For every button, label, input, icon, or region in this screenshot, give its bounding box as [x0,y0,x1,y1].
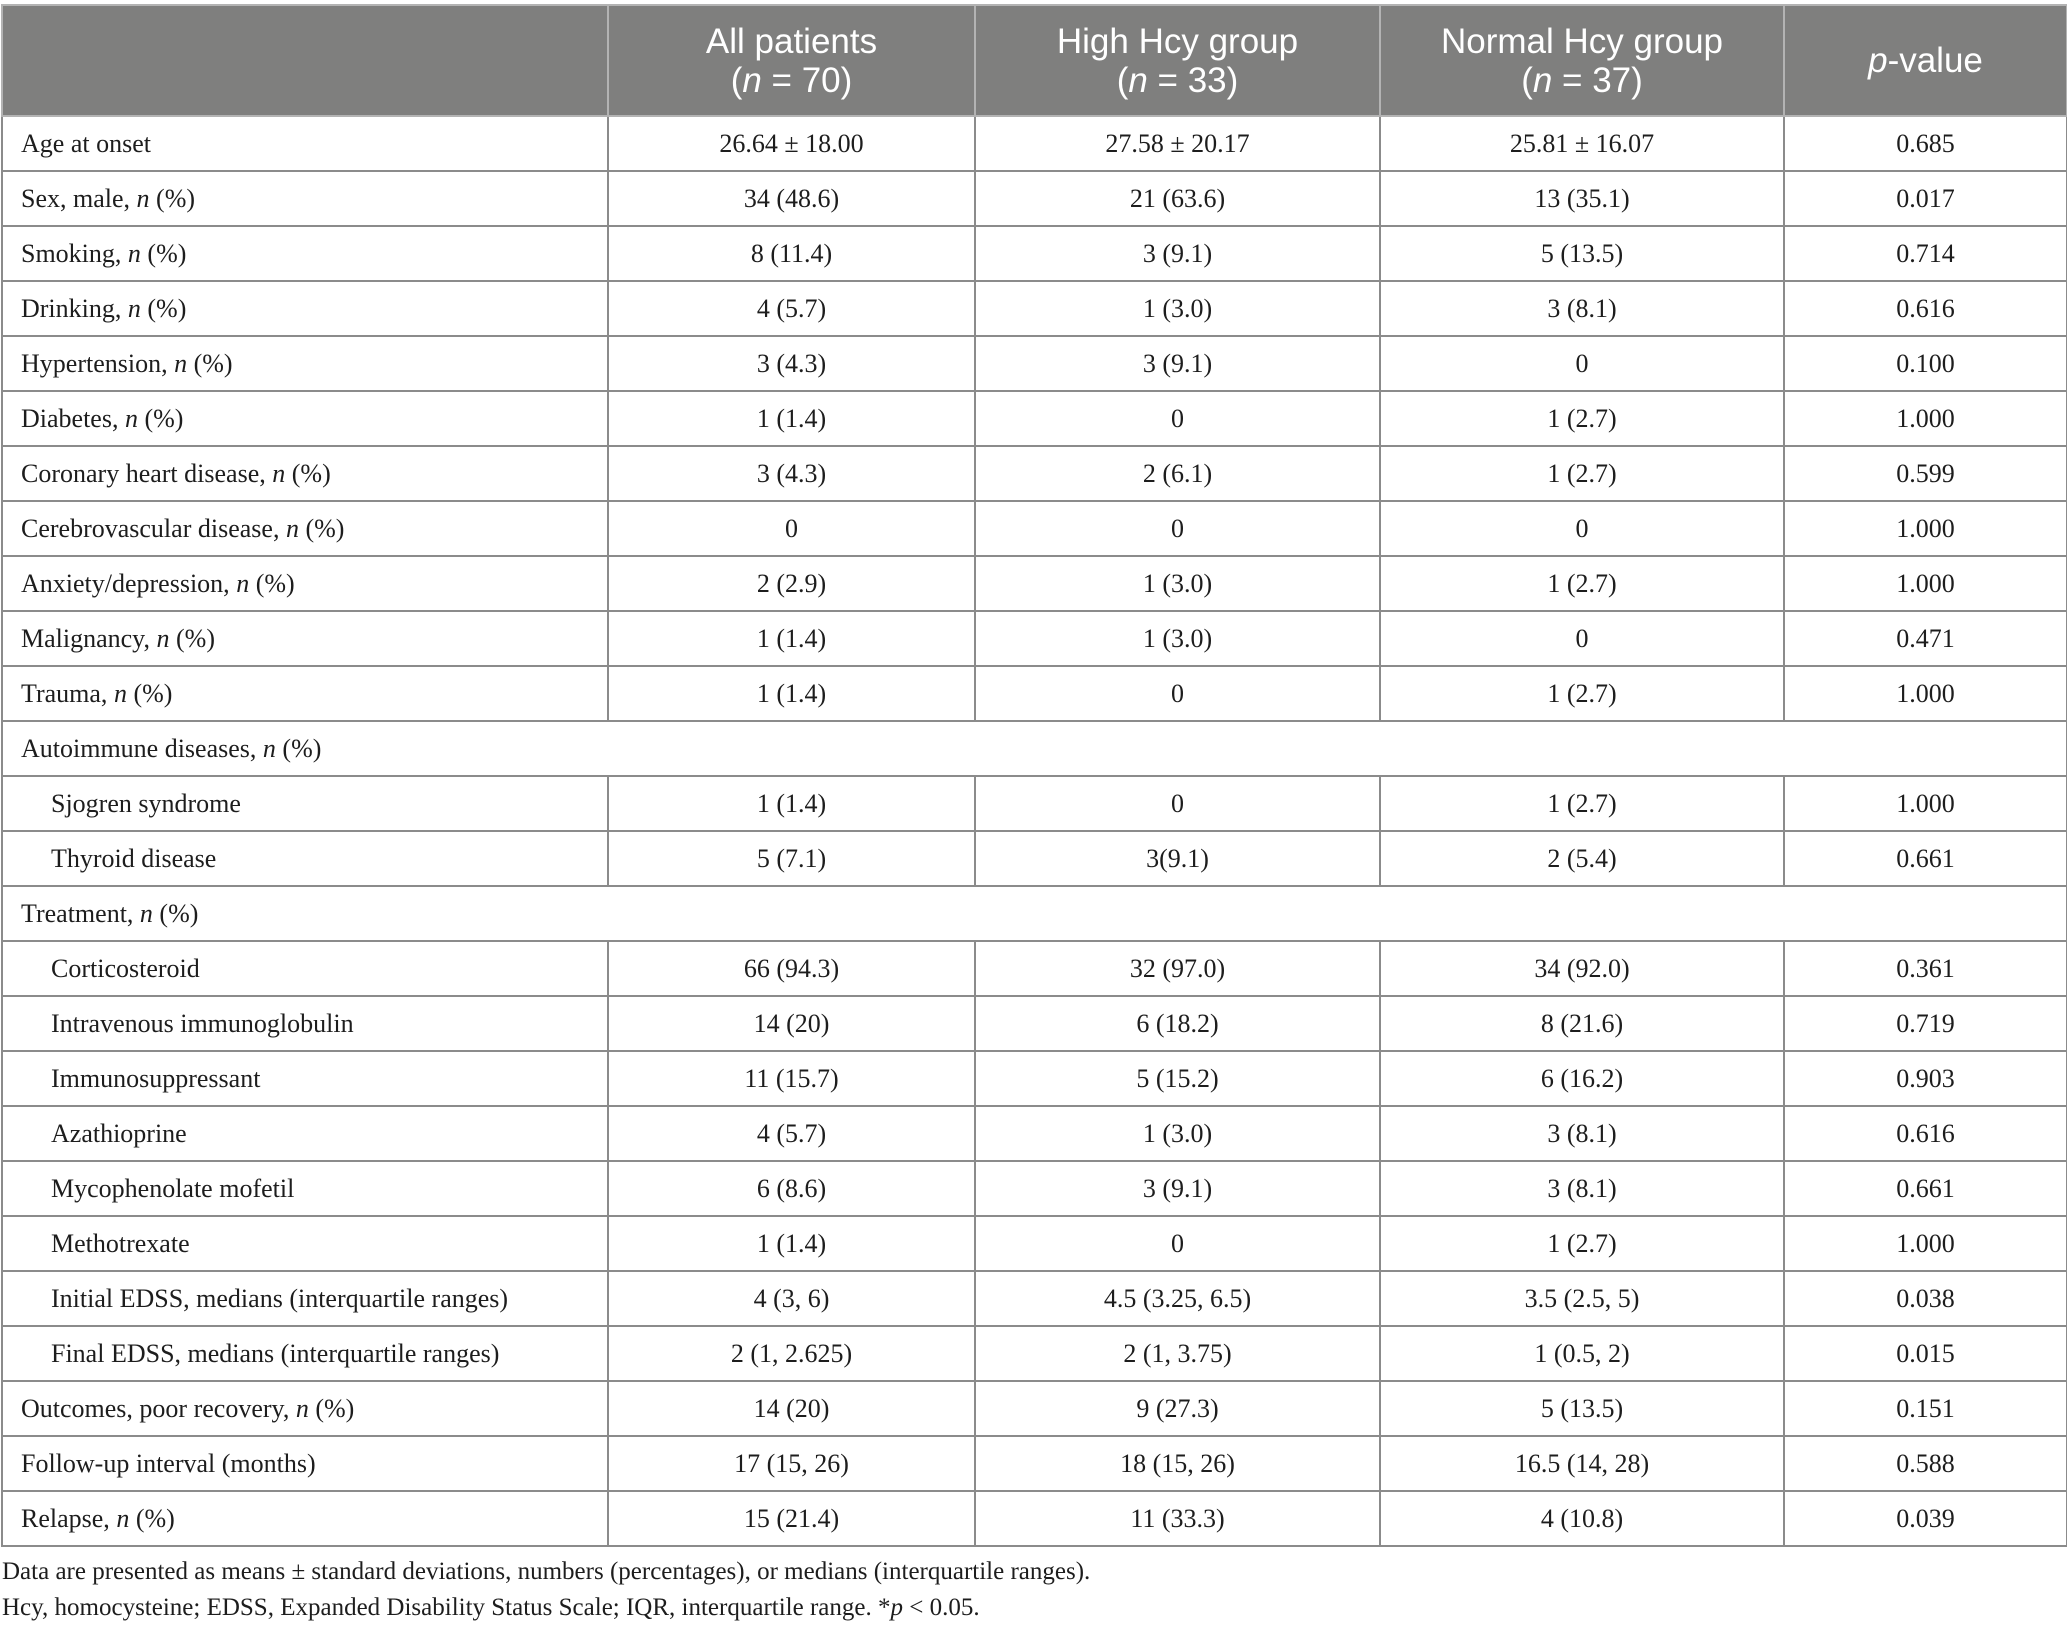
data-table [1,4,2067,1547]
row-label: Malignancy, n (%) [2,611,608,666]
row-label: Azathioprine [2,1106,608,1161]
cell-normal-hcy: 0 [1380,336,1784,391]
row-label: Intravenous immunoglobulin [2,996,608,1051]
header-line1: p-value [1868,41,1983,80]
cell-high-hcy: 4.5 (3.25, 6.5) [975,1271,1380,1326]
row-label: Outcomes, poor recovery, n (%) [2,1381,608,1436]
cell-normal-hcy: 1 (2.7) [1380,446,1784,501]
cell-all-patients: 26.64 ± 18.00 [608,116,975,171]
table-row [2,1436,2067,1491]
cell-normal-hcy: 0 [1380,501,1784,556]
cell-all-patients: 4 (3, 6) [608,1271,975,1326]
cell-high-hcy: 32 (97.0) [975,941,1380,996]
cell-normal-hcy: 0 [1380,611,1784,666]
cell-normal-hcy: 4 (10.8) [1380,1491,1784,1546]
cell-high-hcy: 0 [975,1216,1380,1271]
cell-all-patients: 5 (7.1) [608,831,975,886]
cell-normal-hcy: 8 (21.6) [1380,996,1784,1051]
cell-high-hcy: 2 (1, 3.75) [975,1326,1380,1381]
row-label: Thyroid disease [2,831,608,886]
cell-all-patients: 14 (20) [608,996,975,1051]
cell-p-value: 0.039 [1784,1491,2067,1546]
table-row [2,281,2067,336]
cell-p-value: 0.015 [1784,1326,2067,1381]
cell-all-patients: 8 (11.4) [608,226,975,281]
cell-p-value: 0.616 [1784,1106,2067,1161]
cell-all-patients: 6 (8.6) [608,1161,975,1216]
cell-all-patients: 11 (15.7) [608,1051,975,1106]
table-row [2,1106,2067,1161]
table-row [2,1216,2067,1271]
cell-p-value: 1.000 [1784,501,2067,556]
cell-p-value: 1.000 [1784,556,2067,611]
row-label: Smoking, n (%) [2,226,608,281]
cell-normal-hcy: 1 (2.7) [1380,556,1784,611]
cell-normal-hcy: 34 (92.0) [1380,941,1784,996]
row-label: Corticosteroid [2,941,608,996]
cell-high-hcy: 2 (6.1) [975,446,1380,501]
cell-p-value: 0.038 [1784,1271,2067,1326]
header-cell-normal-hcy [1380,5,1784,116]
header-line1: Normal Hcy group [1440,21,1724,61]
cell-high-hcy: 1 (3.0) [975,281,1380,336]
cell-normal-hcy: 3.5 (2.5, 5) [1380,1271,1784,1326]
cell-high-hcy: 1 (3.0) [975,1106,1380,1161]
cell-high-hcy: 18 (15, 26) [975,1436,1380,1491]
cell-all-patients: 4 (5.7) [608,281,975,336]
cell-p-value: 0.661 [1784,1161,2067,1216]
cell-all-patients: 1 (1.4) [608,776,975,831]
cell-normal-hcy: 13 (35.1) [1380,171,1784,226]
row-label: Follow-up interval (months) [2,1436,608,1491]
cell-all-patients: 14 (20) [608,1381,975,1436]
cell-normal-hcy: 2 (5.4) [1380,831,1784,886]
cell-high-hcy: 0 [975,391,1380,446]
cell-p-value: 0.661 [1784,831,2067,886]
table-row [2,611,2067,666]
cell-high-hcy: 0 [975,776,1380,831]
footnote-2: Hcy, homocysteine; EDSS, Expanded Disability Status Scale; IQR, interquartile range. *p < 0.05. [2,1594,980,1621]
table-row [2,501,2067,556]
table-row [2,831,2067,886]
row-label: Drinking, n (%) [2,281,608,336]
header-line2: (n = 33) [1116,60,1239,100]
header-cell-label [2,5,608,116]
cell-normal-hcy: 16.5 (14, 28) [1380,1436,1784,1491]
cell-normal-hcy: 1 (2.7) [1380,776,1784,831]
cell-high-hcy: 1 (3.0) [975,611,1380,666]
table-row [2,941,2067,996]
header-cell-p-value [1784,5,2067,116]
table-row [2,116,2067,171]
cell-p-value: 0.471 [1784,611,2067,666]
cell-all-patients: 4 (5.7) [608,1106,975,1161]
row-label: Coronary heart disease, n (%) [2,446,608,501]
table-row [2,1381,2067,1436]
cell-p-value: 1.000 [1784,776,2067,831]
section-label: Treatment, n (%) [2,886,2067,941]
cell-high-hcy: 3 (9.1) [975,336,1380,391]
cell-p-value: 1.000 [1784,1216,2067,1271]
table-row [2,391,2067,446]
cell-normal-hcy: 1 (2.7) [1380,391,1784,446]
cell-all-patients: 1 (1.4) [608,611,975,666]
cell-high-hcy: 0 [975,501,1380,556]
cell-high-hcy: 11 (33.3) [975,1491,1380,1546]
cell-normal-hcy: 1 (2.7) [1380,666,1784,721]
header-line1: All patients [705,21,878,61]
table-header [2,5,2067,116]
cell-normal-hcy: 5 (13.5) [1380,226,1784,281]
table-row [2,336,2067,391]
row-label: Diabetes, n (%) [2,391,608,446]
cell-all-patients: 1 (1.4) [608,666,975,721]
table-row [2,556,2067,611]
row-label: Mycophenolate mofetil [2,1161,608,1216]
cell-normal-hcy: 6 (16.2) [1380,1051,1784,1106]
cell-high-hcy: 3(9.1) [975,831,1380,886]
table-row [2,776,2067,831]
header-cell-all-patients [608,5,975,116]
cell-all-patients: 17 (15, 26) [608,1436,975,1491]
row-label: Hypertension, n (%) [2,336,608,391]
cell-high-hcy: 3 (9.1) [975,1161,1380,1216]
cell-p-value: 0.017 [1784,171,2067,226]
table-row [2,886,2067,941]
cell-p-value: 0.903 [1784,1051,2067,1106]
cell-high-hcy: 3 (9.1) [975,226,1380,281]
cell-p-value: 0.100 [1784,336,2067,391]
cell-high-hcy: 5 (15.2) [975,1051,1380,1106]
row-label: Methotrexate [2,1216,608,1271]
cell-p-value: 0.361 [1784,941,2067,996]
cell-all-patients: 1 (1.4) [608,391,975,446]
table-body [2,116,2067,1546]
row-label: Cerebrovascular disease, n (%) [2,501,608,556]
table-row [2,1326,2067,1381]
table-row [2,996,2067,1051]
cell-high-hcy: 21 (63.6) [975,171,1380,226]
cell-all-patients: 2 (2.9) [608,556,975,611]
row-label: Sjogren syndrome [2,776,608,831]
cell-all-patients: 3 (4.3) [608,446,975,501]
cell-all-patients: 2 (1, 2.625) [608,1326,975,1381]
cell-normal-hcy: 3 (8.1) [1380,1106,1784,1161]
row-label: Initial EDSS, medians (interquartile ranges) [2,1271,608,1326]
header-row [2,5,2067,116]
cell-high-hcy: 9 (27.3) [975,1381,1380,1436]
table-row [2,446,2067,501]
cell-p-value: 0.151 [1784,1381,2067,1436]
table-row [2,1161,2067,1216]
cell-all-patients: 3 (4.3) [608,336,975,391]
row-label: Immunosuppressant [2,1051,608,1106]
table-row [2,1271,2067,1326]
row-label: Age at onset [2,116,608,171]
header-line2: (n = 37) [1521,60,1643,100]
row-label: Trauma, n (%) [2,666,608,721]
header-line1: High Hcy group [1056,21,1299,61]
cell-normal-hcy: 3 (8.1) [1380,1161,1784,1216]
cell-normal-hcy: 25.81 ± 16.07 [1380,116,1784,171]
section-label: Autoimmune diseases, n (%) [2,721,2067,776]
cell-all-patients: 0 [608,501,975,556]
cell-all-patients: 66 (94.3) [608,941,975,996]
cell-all-patients: 1 (1.4) [608,1216,975,1271]
cell-high-hcy: 1 (3.0) [975,556,1380,611]
cell-p-value: 0.714 [1784,226,2067,281]
header-cell-high-hcy [975,5,1380,116]
cell-p-value: 1.000 [1784,391,2067,446]
cell-high-hcy: 0 [975,666,1380,721]
row-label: Sex, male, n (%) [2,171,608,226]
cell-high-hcy: 27.58 ± 20.17 [975,116,1380,171]
table-row [2,721,2067,776]
table-row [2,226,2067,281]
cell-all-patients: 15 (21.4) [608,1491,975,1546]
row-label: Final EDSS, medians (interquartile ranges) [2,1326,608,1381]
cell-p-value: 0.719 [1784,996,2067,1051]
cell-p-value: 0.599 [1784,446,2067,501]
footnote-1: Data are presented as means ± standard deviations, numbers (percentages), or medians (interquartile ranges). [2,1558,1091,1585]
cell-normal-hcy: 5 (13.5) [1380,1381,1784,1436]
header-line2: (n = 70) [730,60,853,100]
cell-normal-hcy: 1 (0.5, 2) [1380,1326,1784,1381]
row-label: Anxiety/depression, n (%) [2,556,608,611]
cell-high-hcy: 6 (18.2) [975,996,1380,1051]
table-row [2,1491,2067,1546]
table-row [2,666,2067,721]
cell-normal-hcy: 3 (8.1) [1380,281,1784,336]
cell-p-value: 0.685 [1784,116,2067,171]
cell-p-value: 0.616 [1784,281,2067,336]
table-row [2,1051,2067,1106]
cell-all-patients: 34 (48.6) [608,171,975,226]
cell-p-value: 0.588 [1784,1436,2067,1491]
table-row [2,171,2067,226]
row-label: Relapse, n (%) [2,1491,608,1546]
cell-p-value: 1.000 [1784,666,2067,721]
cell-normal-hcy: 1 (2.7) [1380,1216,1784,1271]
